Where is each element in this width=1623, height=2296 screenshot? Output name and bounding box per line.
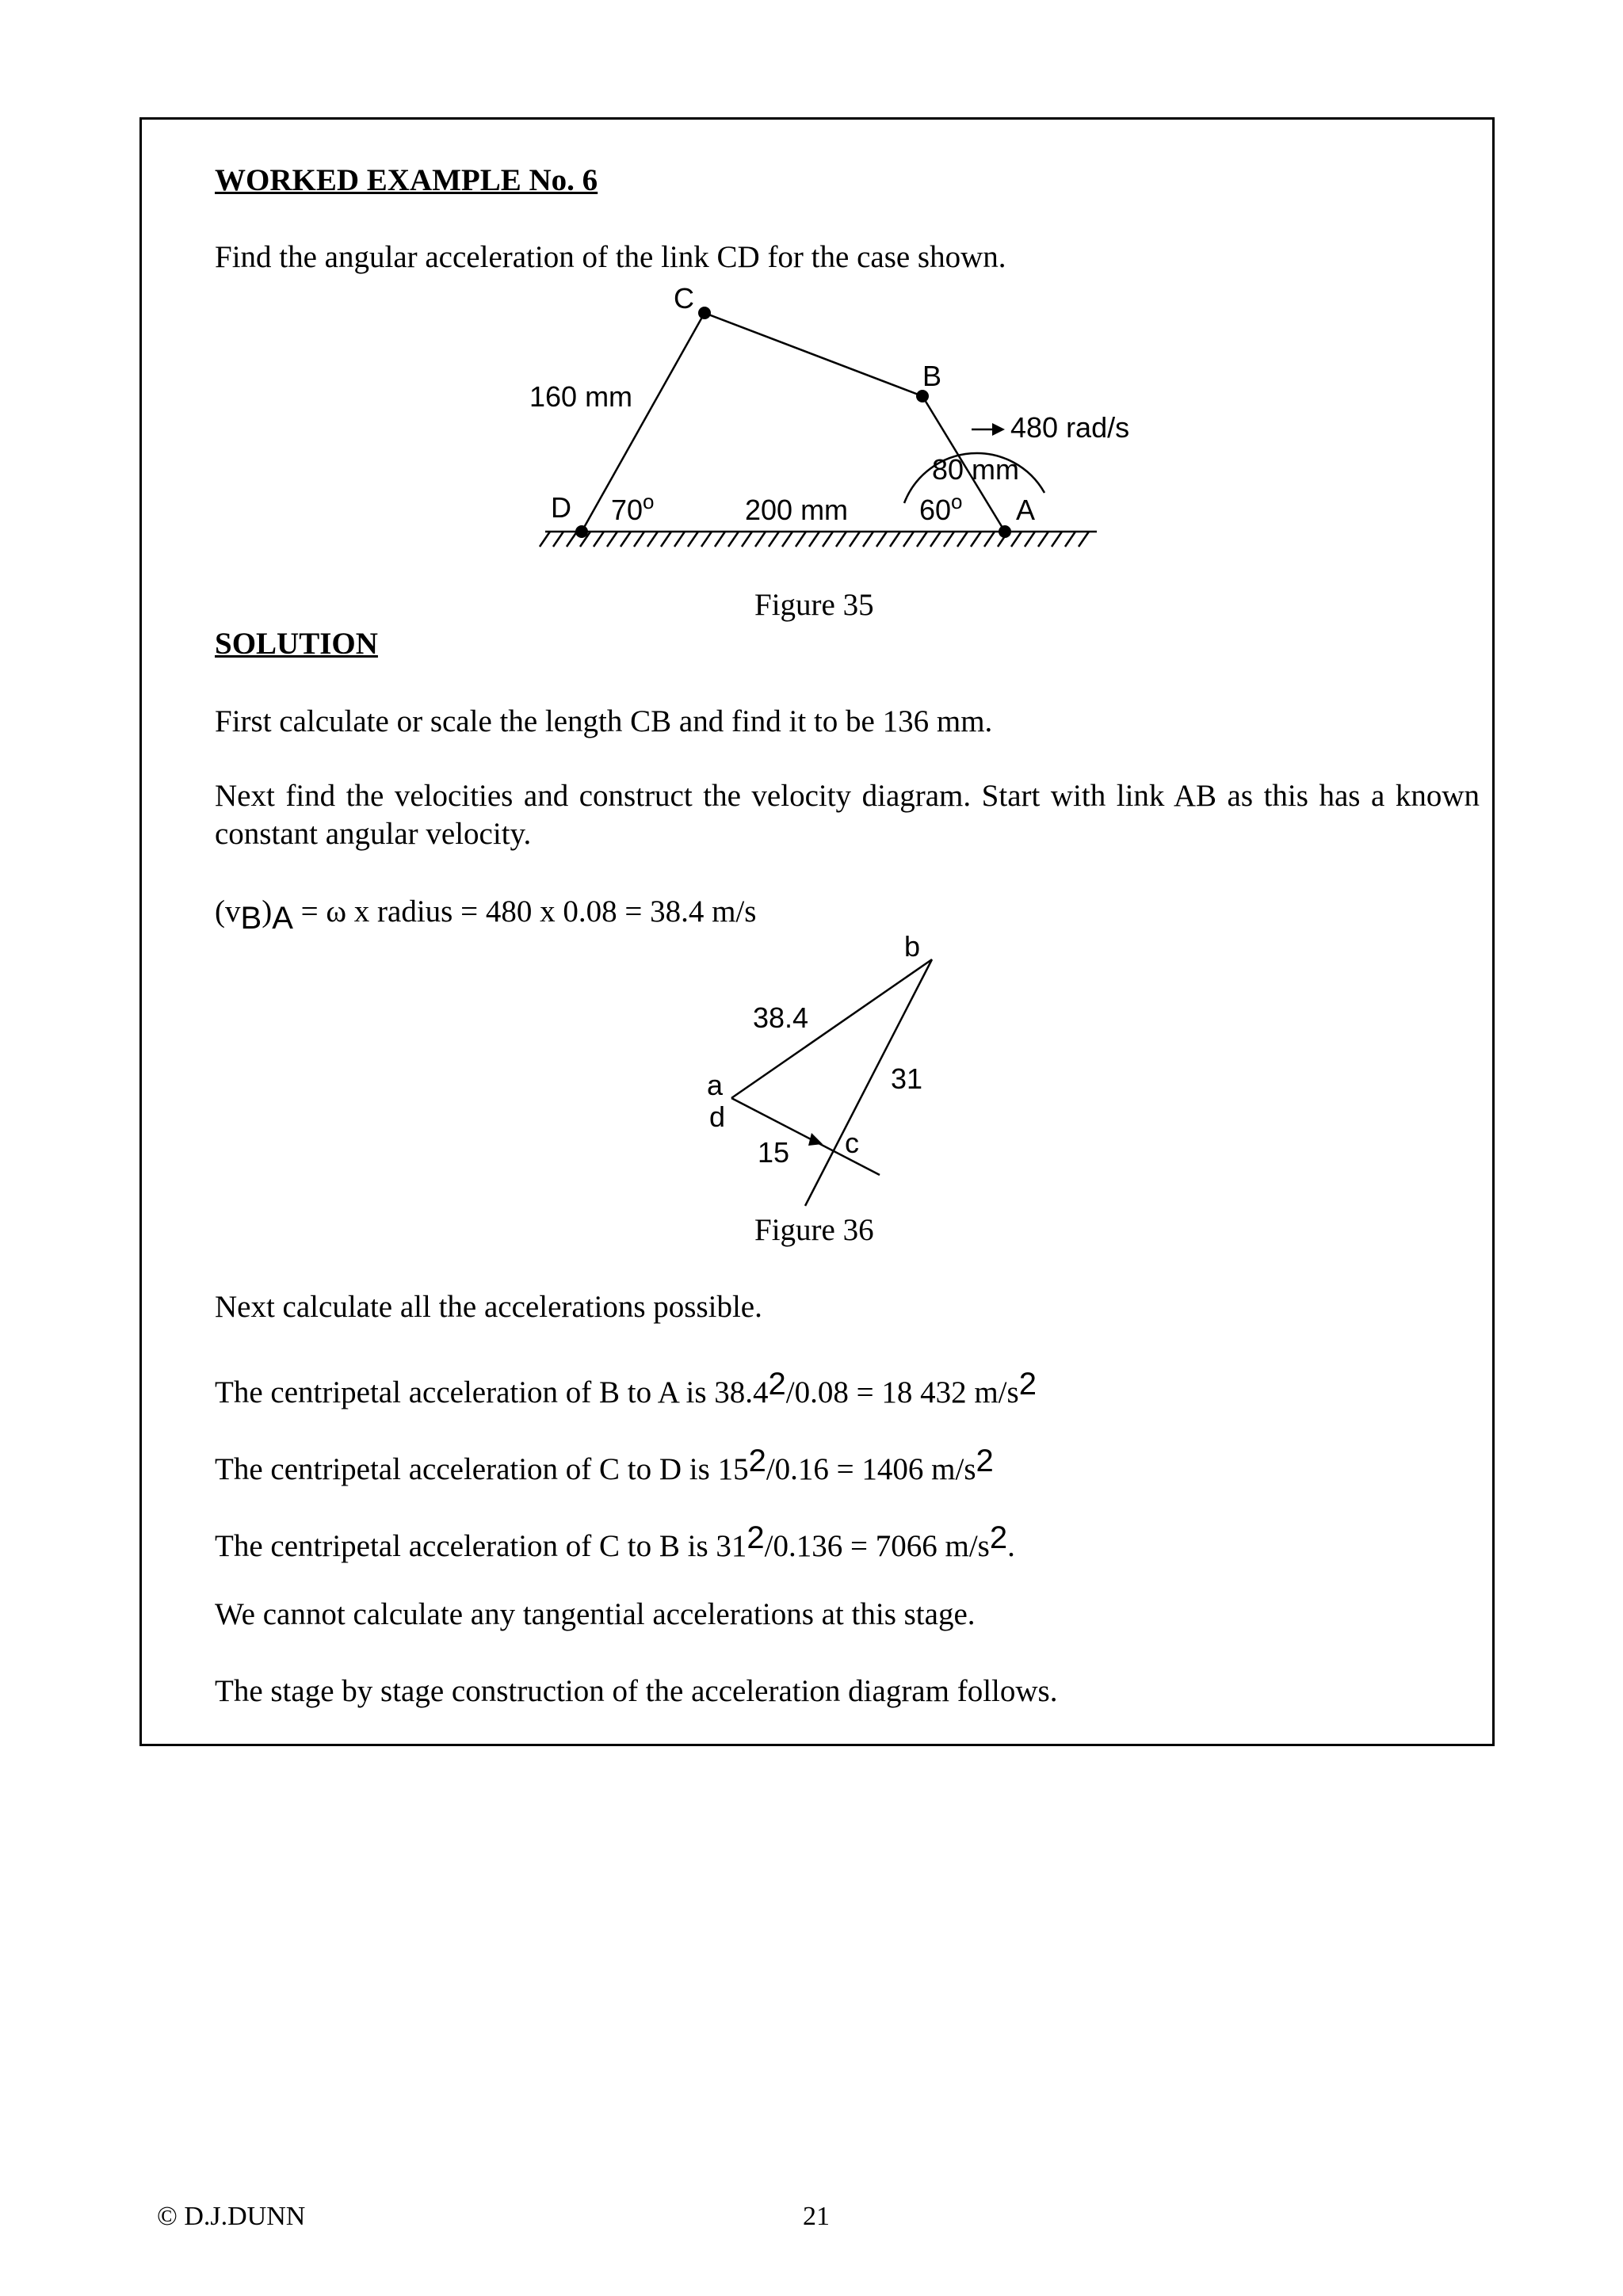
- label-angle-70: 70$^o$: [611, 490, 655, 526]
- footer-copyright: © D.J.DUNN: [157, 2202, 306, 2231]
- label-15: 15: [758, 1136, 790, 1169]
- equation-cb: The centripetal acceleration of C to B is 312/0.136 = 7066 m/s2.: [215, 1520, 1015, 1563]
- solution-heading: SOLUTION: [215, 627, 378, 661]
- para-stage: The stage by stage construction of the acceleration diagram follows.: [215, 1674, 1058, 1708]
- label-d: D: [551, 491, 571, 524]
- page-number: 21: [803, 2202, 830, 2231]
- label-a: A: [1016, 494, 1036, 526]
- vb-sub-b: B: [240, 900, 262, 936]
- label-d-lower: d: [709, 1100, 726, 1133]
- dc-arrowhead: [808, 1133, 823, 1146]
- figure-36-caption: Figure 36: [754, 1213, 874, 1247]
- label-b-lower: b: [904, 930, 921, 963]
- para-tangential: We cannot calculate any tangential accelerations at this stage.: [215, 1597, 976, 1631]
- vb-close: ): [262, 894, 273, 929]
- label-c: C: [674, 282, 694, 315]
- equation-cd: The centripetal acceleration of C to D is 152/0.16 = 1406 m/s2: [215, 1444, 994, 1486]
- label-31: 31: [891, 1062, 923, 1095]
- equation-ba: The centripetal acceleration of B to A is 38.42/0.08 = 18 432 m/s2: [215, 1367, 1037, 1409]
- label-a-lower: a: [707, 1069, 724, 1101]
- question-text: Find the angular acceleration of the link CD for the case shown.: [215, 240, 1006, 274]
- vb-open: (v: [215, 894, 241, 929]
- label-80mm: 80 mm: [932, 453, 1020, 486]
- label-480rads: 480 rad/s: [1010, 411, 1130, 444]
- para-velocity: Next find the velocities and construct the velocity diagram. Start with link AB as this has a known constant angular velocity.: [215, 779, 1480, 851]
- para-accelerations: Next calculate all the accelerations possible.: [215, 1290, 762, 1324]
- label-angle-60: 60$^o$: [919, 490, 963, 526]
- vb-rest: = ω x radius = 480 x 0.08 = 38.4 m/s: [292, 894, 757, 929]
- vb-sub-a: A: [272, 900, 293, 936]
- label-c-lower: c: [845, 1127, 859, 1159]
- label-38-4: 38.4: [753, 1001, 809, 1034]
- worked-example-heading: WORKED EXAMPLE No. 6: [215, 163, 598, 197]
- para-cb: First calculate or scale the length CB and find it to be 136 mm.: [215, 704, 993, 738]
- figure-35-caption: Figure 35: [754, 588, 874, 622]
- label-b: B: [922, 360, 942, 392]
- label-200mm: 200 mm: [745, 494, 849, 526]
- label-160mm: 160 mm: [529, 380, 633, 413]
